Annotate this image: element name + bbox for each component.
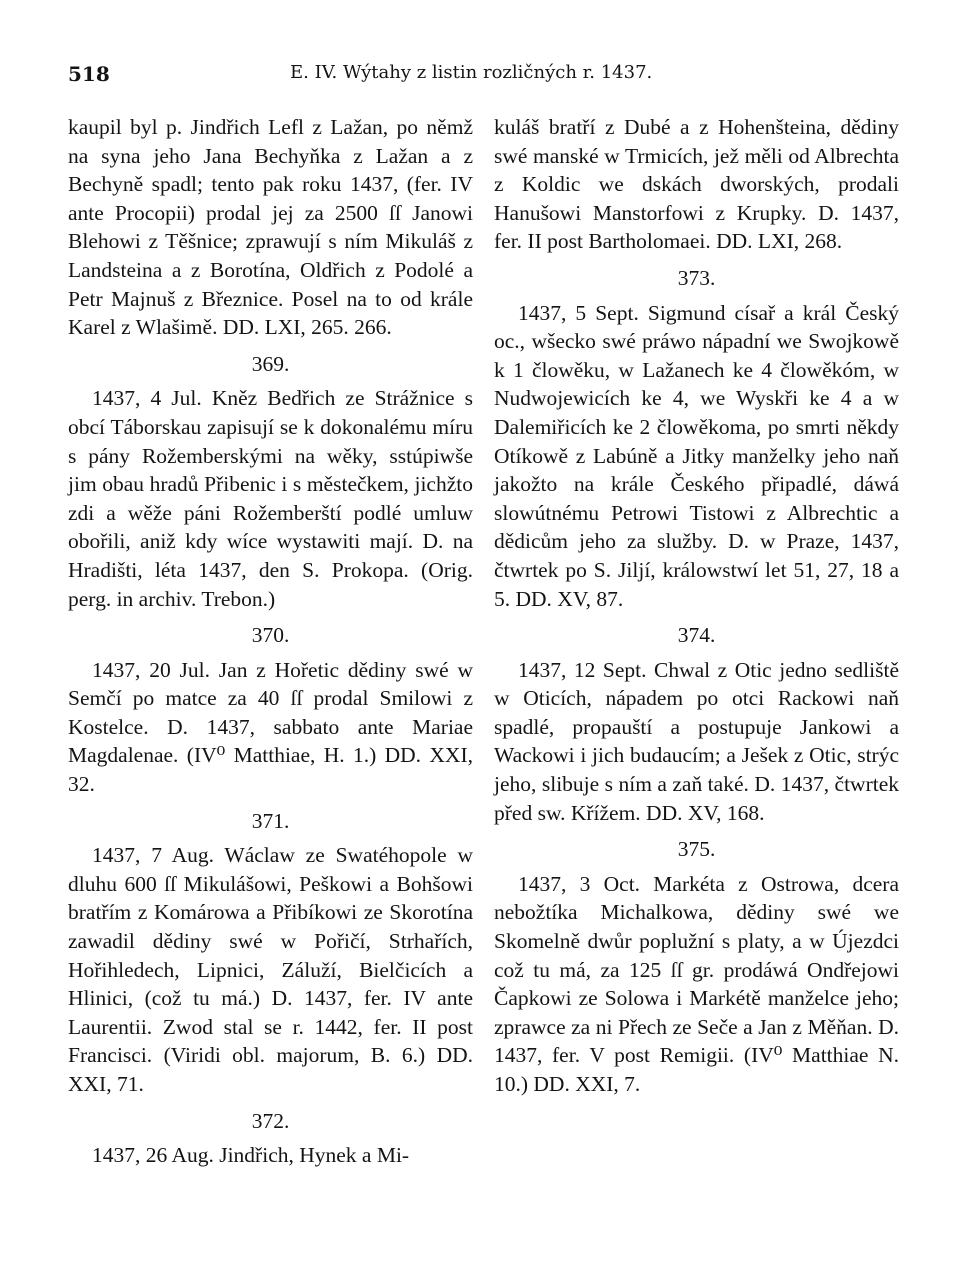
continued-text: kuláš bratří z Dubé a z Hohenšteina, dědiny swé manské w Trmicích, jež měli od Albrechta z Koldic we dskách dworských, prodali Hanušowi Manstorfowi z Krupky. D. 1437, fer. II post Bartholomaei. DD. LXI, 268. xyxy=(494,115,899,254)
entry-text: 1437, 4 Jul. Kněz Bedřich ze Strážnice s obcí Táborskau zapisují se k dokonalému míru s pány Rožemberskými na wěky, sstúpiwše jim obau hradů Přibenic i s městečkem, jichžto zdi a wěže páni Rožemberští podlé umluw obořili, aniž kdy wíce wystawiti mají. D. na Hradišti, léta 1437, den S. Prokopa. (Orig. perg. in archiv. Trebon.) xyxy=(68,386,473,611)
entry-text: 1437, 7 Aug. Wáclaw ze Swatéhopole w dluhu 600 ſſ Mikulášowi, Peškowi a Bohšowi bratřím z Komárowa a Přibíkowi ze Skorotína zawadil dědiny swé w Pořičí, Strhařích, Hořihledech, Lipnici, Záluží, Bielčicích a Hlinici, (což tu má.) D. 1437, fer. IV ante Laurentii. Zwod stal se r. 1442, fer. II post Francisci. (Viridi obl. majorum, B. 6.) DD. XXI, 71. xyxy=(68,843,473,1096)
left-column xyxy=(68,113,473,1170)
entry-number: 375. xyxy=(677,837,716,862)
entry-number: 374. xyxy=(677,623,716,648)
entry-text: 1437, 5 Sept. Sigmund císař a král Český oc., wšecko swé práwo nápadní we Swojkowě k 1 člowěku, w Lažanech ke 4 člowěkóm, w Nudwojewicích ke 4, we Wyskři ke 4 a w Dalemiřicích ke 2 člowěkoma, po smrti někdy Otíkowě z Labúně a Jitky manželky jeho naň jakožto na krále Českého připadlé, dáwá slowútnému Petrowi Tistowi z Albrechtic a dědicům jeho za služby. D. w Praze, 1437, čtwrtek po S. Jiljí, králowstwí let 51, 27, 18 a 5. DD. XV, 87. xyxy=(494,300,899,611)
entry-text: 1437, 20 Jul. Jan z Hořetic dědiny swé w Semčí po matce za 40 ſſ prodal Smilowi z Kostelce. D. 1437, sabbato ante Mariae Magdalenae. (IV⁰ Matthiae, H. 1.) DD. XXI, 32. xyxy=(68,657,473,797)
running-head: E. IV. Wýtahy z listin rozličných r. 1437. xyxy=(290,62,653,83)
entry-number: 373. xyxy=(677,265,716,290)
entry-text: 1437, 3 Oct. Markéta z Ostrowa, dcera nebožtíka Michalkowa, dědiny swé we Skomelně dwůr poplužní s platy, a w Újezdci což tu má, za 125 ſſ gr. prodáwá Ondřejowi Čapkowi ze Solowa i Markétě manželce jeho; zprawce za ni Přech ze Seče a Jan z Měňan. D. 1437, fer. V post Remigii. (IV⁰ Matthiae N. 10.) DD. XXI, 7. xyxy=(494,871,899,1096)
entry-number: 369. xyxy=(251,351,290,376)
right-column xyxy=(494,113,899,1099)
continued-text: kaupil byl p. Jindřich Lefl z Lažan, po němž na syna jeho Jana Bechyňka z Lažan a z Bechyně spadl; tento pak roku 1437, (fer. IV ante Procopii) prodal jej za 2500 ſſ Janowi Blehowi z Těšnice; zprawují s ním Mikuláš z Landsteina a z Borotína, Oldřich z Podolé a Petr Majnuš z Březnice. Posel na to od krále Karel z Wlašimě. DD. LXI, 265. 266. xyxy=(68,115,473,340)
page-number: 518 xyxy=(68,62,110,86)
entry-text: 1437, 12 Sept. Chwal z Otic jedno sedliště w Oticích, nápadem po otci Rackowi naň spadlé, propauští a postupuje Jankowi a Wackowi i jich budaucím; a Ješek z Otic, strýc jeho, slibuje s ním a zaň také. D. 1437, čtwrtek před sw. Křížem. DD. XV, 168. xyxy=(494,657,899,825)
page-header xyxy=(68,62,894,96)
entry-number: 372. xyxy=(251,1108,290,1133)
entry-text: 1437, 26 Aug. Jindřich, Hynek a Mi- xyxy=(92,1143,410,1168)
entry-number: 370. xyxy=(251,623,290,648)
entry-number: 371. xyxy=(251,808,290,833)
